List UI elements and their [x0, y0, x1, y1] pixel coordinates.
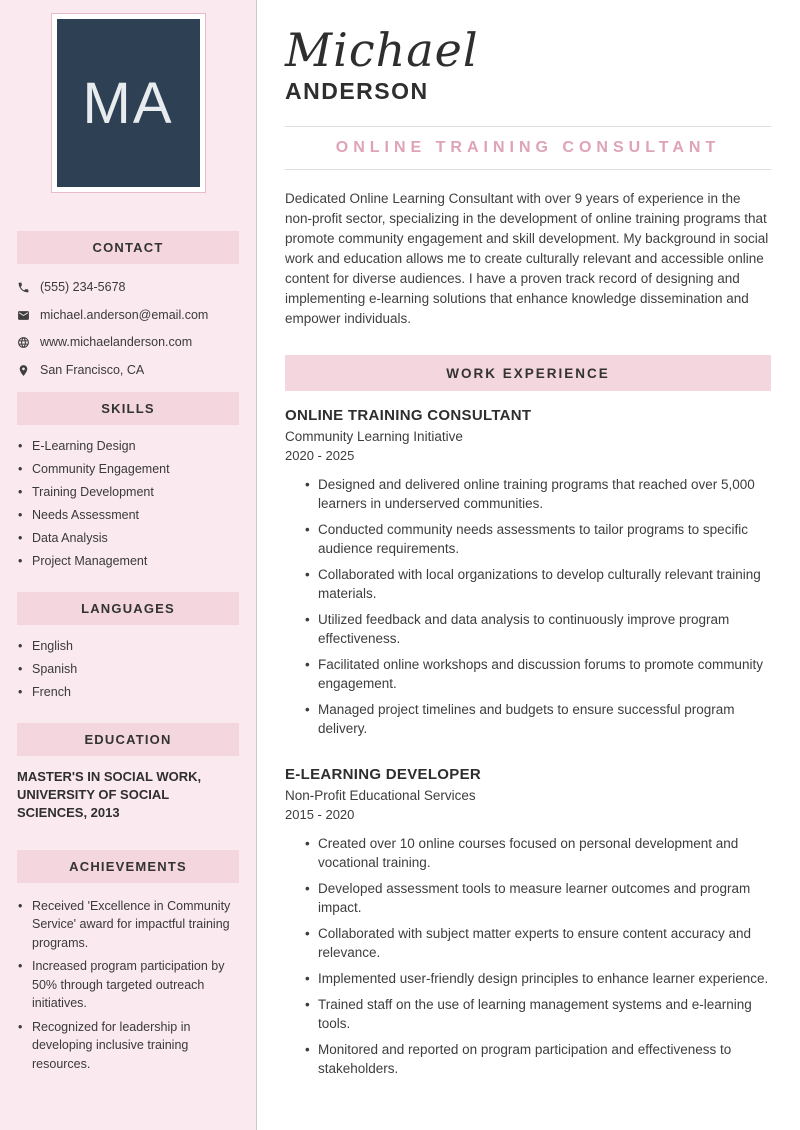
language-item: • French — [18, 683, 242, 702]
languages-list — [0, 637, 256, 702]
job-bullet: • Created over 10 online courses focused on personal development and vocational training. — [305, 834, 771, 872]
contact-website-text: www.michaelanderson.com — [40, 335, 193, 349]
job-company: Non-Profit Educational Services — [285, 788, 476, 804]
photo-frame — [51, 13, 206, 193]
languages-section-header: LANGUAGES — [17, 592, 239, 625]
job-bullet: • Implemented user-friendly design principles to enhance learner experience. — [305, 969, 771, 988]
summary-paragraph: Dedicated Online Learning Consultant with over 9 years of experience in the non-profit sector, specializing in the development of online training programs that promote community engagement and skill development. My background in social work and education allows me to create culturally relevant and accessible online content for diverse audiences. I have a proven track record of designing and implementing e-learning solutions that enhance knowledge dissemination and empower individuals. — [285, 191, 769, 327]
job-entry — [285, 766, 771, 1078]
job-entry — [285, 407, 771, 738]
skill-item: • Project Management — [18, 552, 242, 571]
last-name: ANDERSON — [285, 78, 429, 105]
sidebar — [0, 0, 257, 1130]
location-icon — [17, 364, 30, 377]
email-icon — [17, 309, 30, 322]
job-bullet: • Conducted community needs assessments to tailor programs to specific audience requirements. — [305, 520, 771, 558]
contact-item-location — [17, 363, 242, 378]
job-dates: 2020 - 2025 — [285, 448, 355, 464]
job-bullet: • Developed assessment tools to measure learner outcomes and program impact. — [305, 879, 771, 917]
achievement-item: • Recognized for leadership in developing inclusive training resources. — [18, 1018, 242, 1074]
skill-item: • Community Engagement — [18, 460, 242, 479]
achievements-section-header: ACHIEVEMENTS — [17, 850, 239, 883]
main-content — [257, 0, 800, 1130]
contact-item-website — [17, 335, 242, 350]
language-item: • Spanish — [18, 660, 242, 679]
job-title: ONLINE TRAINING CONSULTANT — [285, 407, 532, 425]
achievements-list — [0, 897, 256, 1074]
education-section-header: EDUCATION — [17, 723, 239, 756]
skill-item: • Training Development — [18, 483, 242, 502]
job-bullet: • Designed and delivered online training programs that reached over 5,000 learners in underserved communities. — [305, 475, 771, 513]
contact-email-text: michael.anderson@email.com — [40, 307, 209, 322]
contact-section-header: CONTACT — [17, 231, 239, 264]
contact-list — [0, 280, 256, 378]
job-bullet: • Facilitated online workshops and discussion forums to promote community engagement. — [305, 655, 771, 693]
skill-item: • Data Analysis — [18, 529, 242, 548]
language-item: • English — [18, 637, 242, 656]
skills-section-header: SKILLS — [17, 392, 239, 425]
avatar-initials: MA — [82, 70, 174, 136]
divider-line — [285, 126, 771, 127]
first-name: Michael — [285, 23, 479, 77]
job-dates: 2015 - 2020 — [285, 807, 355, 823]
job-bullet: • Collaborated with subject matter experts to ensure content accuracy and relevance. — [305, 924, 771, 962]
globe-icon — [17, 336, 30, 349]
achievement-item: • Received 'Excellence in Community Service' award for impactful training programs. — [18, 897, 242, 953]
work-experience-banner: WORK EXPERIENCE — [285, 355, 771, 391]
education-degree: MASTER'S IN SOCIAL WORK, UNIVERSITY OF SOCIAL SCIENCES, 2013 — [17, 768, 202, 820]
job-bullet-list — [285, 834, 771, 1078]
phone-icon — [17, 281, 30, 294]
job-company: Community Learning Initiative — [285, 429, 463, 445]
contact-phone-text: (555) 234-5678 — [40, 280, 126, 294]
contact-item-email — [17, 308, 242, 323]
job-bullet: • Monitored and reported on program participation and effectiveness to stakeholders. — [305, 1040, 771, 1078]
job-bullet-list — [285, 475, 771, 738]
role-title: ONLINE TRAINING CONSULTANT — [335, 139, 721, 157]
job-bullet: • Collaborated with local organizations to develop culturally relevant training materials. — [305, 565, 771, 603]
avatar — [57, 19, 200, 187]
job-bullet: • Trained staff on the use of learning management systems and e-learning tools. — [305, 995, 771, 1033]
job-bullet: • Utilized feedback and data analysis to continuously improve program effectiveness. — [305, 610, 771, 648]
contact-location-text: San Francisco, CA — [40, 362, 145, 377]
skills-list — [0, 437, 256, 571]
skill-item: • Needs Assessment — [18, 506, 242, 525]
achievement-item: • Increased program participation by 50% through targeted outreach initiatives. — [18, 957, 242, 1013]
job-title: E-LEARNING DEVELOPER — [285, 766, 482, 784]
divider-line — [285, 169, 771, 170]
contact-item-phone — [17, 280, 242, 295]
skill-item: • E-Learning Design — [18, 437, 242, 456]
job-bullet: • Managed project timelines and budgets to ensure successful program delivery. — [305, 700, 771, 738]
